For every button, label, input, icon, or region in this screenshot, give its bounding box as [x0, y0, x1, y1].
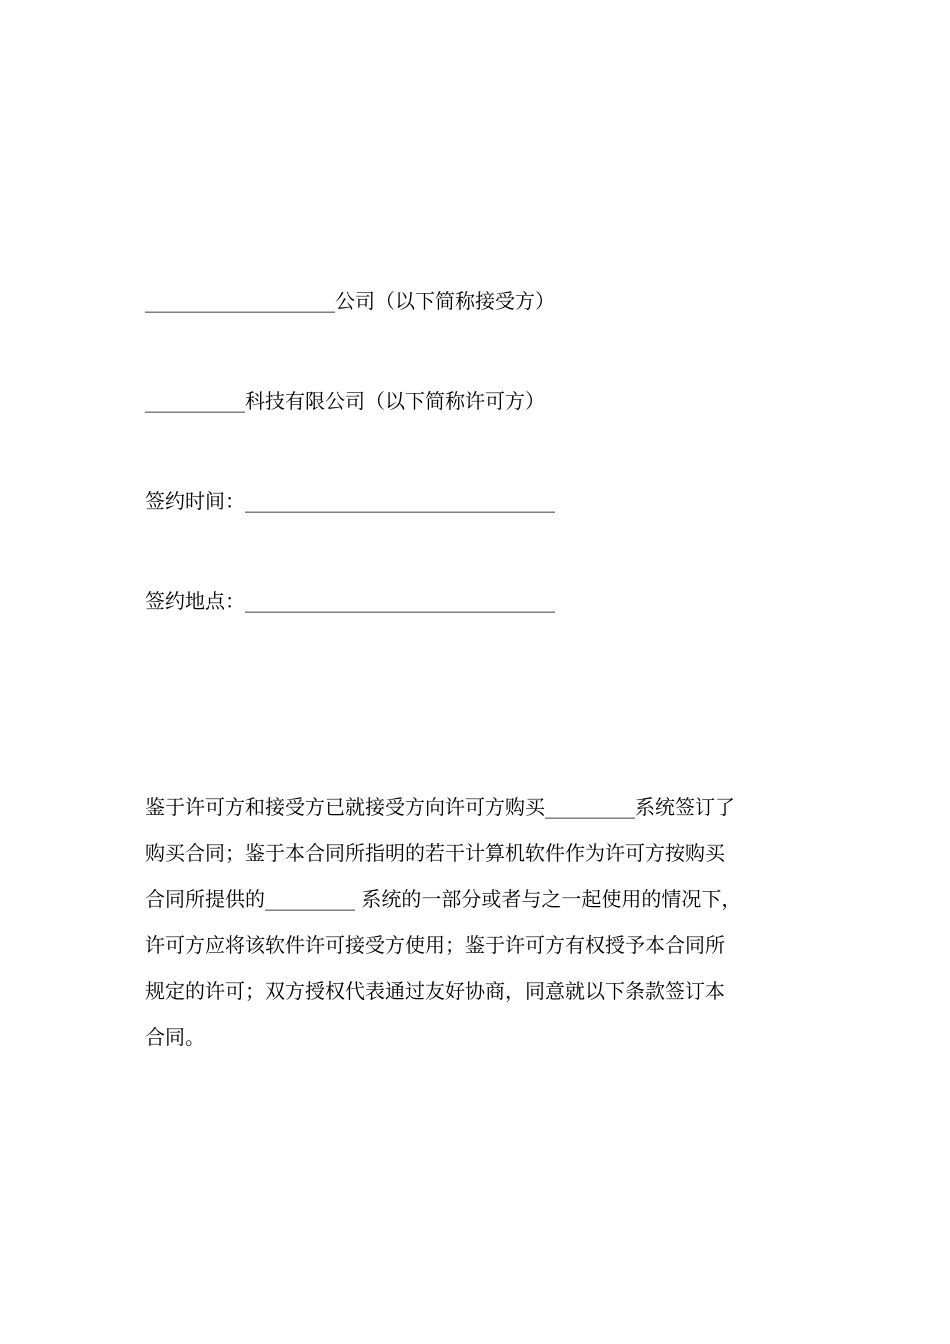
preamble-line: 合同所提供的_________ 系统的一部分或者与之一起使用的情况下，: [145, 887, 742, 911]
preamble-line: 许可方应将该软件许可接受方使用；鉴于许可方有权授予本合同所: [145, 933, 725, 957]
sign-place-line: [145, 587, 555, 615]
licensee-blank: ___________________: [145, 289, 335, 313]
sign-time-line: [145, 487, 555, 515]
preamble-paragraph: [145, 784, 825, 1060]
preamble-line: 鉴于许可方和接受方已就接受方向许可方购买_________系统签订了: [145, 795, 735, 819]
preamble-line: 规定的许可；双方授权代表通过友好协商，同意就以下条款签订本: [145, 979, 725, 1003]
sign-place-label: 签约地点：: [145, 589, 245, 613]
preamble-line: 购买合同；鉴于本合同所指明的若干计算机软件作为许可方按购买: [145, 841, 725, 865]
licensor-text: 科技有限公司（以下简称许可方）: [245, 389, 545, 413]
preamble-line: 合同。: [145, 1025, 205, 1049]
sign-time-blank: _______________________________: [245, 489, 555, 513]
sign-place-blank: _______________________________: [245, 589, 555, 613]
licensor-blank: __________: [145, 389, 245, 413]
licensor-line: [145, 387, 545, 415]
licensee-line: [145, 287, 555, 315]
sign-time-label: 签约时间：: [145, 489, 245, 513]
licensee-text: 公司（以下简称接受方）: [335, 289, 555, 313]
